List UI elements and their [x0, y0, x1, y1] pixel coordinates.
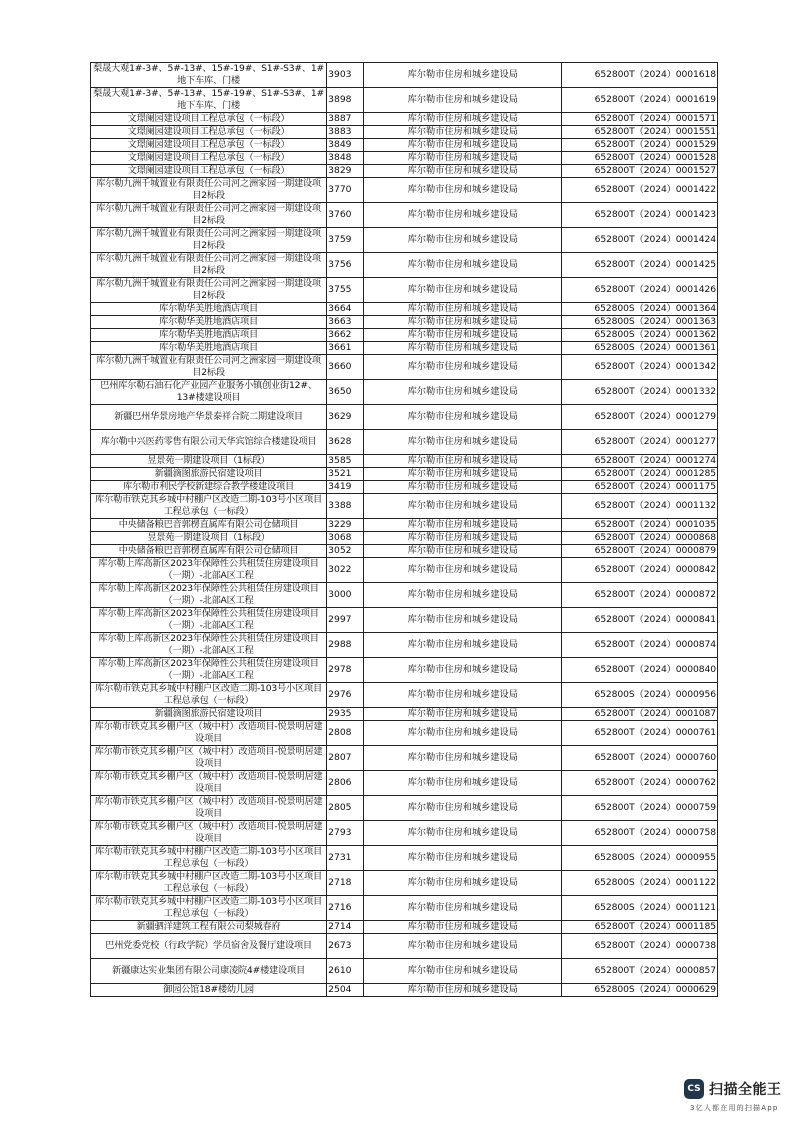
table-row: [91, 430, 718, 455]
certificate-number-cell: 652800S（2024）0001361: [562, 342, 718, 355]
project-name-cell: 新疆滴图旅游民宿建设项目: [91, 468, 327, 481]
project-name-cell: 梨晟大观1#-3#、5#-13#、15#-19#、S1#-S3#、1#地下车库、门楼: [91, 88, 327, 113]
project-name-cell: 昱景苑一期建设项目（1标段）: [91, 532, 327, 545]
certificate-number-cell: 652800T（2024）0001185: [562, 921, 718, 934]
certificate-number-cell: 652800T（2024）0000758: [562, 821, 718, 846]
issuing-authority-cell: 库尔勒市住房和城乡建设局: [364, 746, 562, 771]
certificate-number-cell: 652800T（2024）0000842: [562, 558, 718, 583]
project-name-cell: 库尔勒市铁克其乡城中村棚户区改造二期-103号小区项目工程总承包（一标段）: [91, 494, 327, 519]
table-row: [91, 278, 718, 303]
project-name-cell: 库尔勒九洲千城置业有限责任公司河之洲家园一期建设项目2标段: [91, 178, 327, 203]
issuing-authority-cell: 库尔勒市住房和城乡建设局: [364, 532, 562, 545]
table-row: [91, 532, 718, 545]
project-name-cell: 库尔勒市铁克其乡城中村棚户区改造二期-103号小区项目工程总承包（一标段）: [91, 683, 327, 708]
certificate-number-cell: 652800T（2024）0001087: [562, 708, 718, 721]
table-row: [91, 253, 718, 278]
certificate-number-cell: 652800T（2024）0000868: [562, 532, 718, 545]
table-row: [91, 921, 718, 934]
issuing-authority-cell: 库尔勒市住房和城乡建设局: [364, 316, 562, 329]
certificate-number-cell: 652800T（2024）0000760: [562, 746, 718, 771]
project-name-cell: 库尔勒市铁克其乡棚户区（城中村）改造项目-悦景明居建设项目: [91, 746, 327, 771]
table-row: [91, 178, 718, 203]
issuing-authority-cell: 库尔勒市住房和城乡建设局: [364, 821, 562, 846]
table-row: [91, 316, 718, 329]
scanner-tagline: 3亿人都在用的扫描App: [690, 1104, 779, 1112]
camscanner-logo-icon: CS: [684, 1079, 704, 1099]
serial-number-cell: 2714: [327, 921, 364, 934]
serial-number-cell: 3521: [327, 468, 364, 481]
issuing-authority-cell: 库尔勒市住房和城乡建设局: [364, 329, 562, 342]
serial-number-cell: 3849: [327, 139, 364, 152]
project-name-cell: 库尔勒华美胜地酒店项目: [91, 316, 327, 329]
certificate-number-cell: 652800T（2024）0001422: [562, 178, 718, 203]
certificate-number-cell: 652800T（2024）0001426: [562, 278, 718, 303]
table-row: [91, 708, 718, 721]
serial-number-cell: 3629: [327, 405, 364, 430]
table-row: [91, 583, 718, 608]
certificate-number-cell: 652800T（2024）0001332: [562, 380, 718, 405]
certificate-number-cell: 652800S（2024）0000629: [562, 984, 718, 997]
issuing-authority-cell: 库尔勒市住房和城乡建设局: [364, 796, 562, 821]
table-row: [91, 984, 718, 997]
certificate-number-cell: 652800T（2024）0001035: [562, 519, 718, 532]
table-row: [91, 821, 718, 846]
project-name-cell: 库尔勒九洲千城置业有限责任公司河之洲家园一期建设项目2标段: [91, 253, 327, 278]
table-row: [91, 608, 718, 633]
issuing-authority-cell: 库尔勒市住房和城乡建设局: [364, 721, 562, 746]
table-row: [91, 113, 718, 126]
project-name-cell: 新疆巴州华景房地产华景泰祥合院二期建设项目: [91, 405, 327, 430]
certificate-number-cell: 652800T（2024）0001571: [562, 113, 718, 126]
table-row: [91, 405, 718, 430]
serial-number-cell: 2808: [327, 721, 364, 746]
project-name-cell: 御园公馆18#楼幼儿园: [91, 984, 327, 997]
project-name-cell: 文璟阑园建设项目工程总承包（一标段）: [91, 152, 327, 165]
issuing-authority-cell: 库尔勒市住房和城乡建设局: [364, 771, 562, 796]
issuing-authority-cell: 库尔勒市住房和城乡建设局: [364, 519, 562, 532]
issuing-authority-cell: 库尔勒市住房和城乡建设局: [364, 303, 562, 316]
serial-number-cell: 3664: [327, 303, 364, 316]
issuing-authority-cell: 库尔勒市住房和城乡建设局: [364, 558, 562, 583]
issuing-authority-cell: 库尔勒市住房和城乡建设局: [364, 896, 562, 921]
serial-number-cell: 3022: [327, 558, 364, 583]
project-name-cell: 新疆驷洋建筑工程有限公司梨城春府: [91, 921, 327, 934]
serial-number-cell: 3229: [327, 519, 364, 532]
project-name-cell: 库尔勒市铁克其乡棚户区（城中村）改造项目-悦景明居建设项目: [91, 821, 327, 846]
issuing-authority-cell: 库尔勒市住房和城乡建设局: [364, 455, 562, 468]
issuing-authority-cell: 库尔勒市住房和城乡建设局: [364, 253, 562, 278]
certificate-number-cell: 652800T（2024）0001274: [562, 455, 718, 468]
project-name-cell: 库尔勒华美胜地酒店项目: [91, 329, 327, 342]
project-name-cell: 文璟阑园建设项目工程总承包（一标段）: [91, 139, 327, 152]
certificate-number-cell: 652800T（2024）0001132: [562, 494, 718, 519]
table-row: [91, 796, 718, 821]
table-row: [91, 771, 718, 796]
table-row: [91, 468, 718, 481]
project-name-cell: 中央储备粮巴音郭楞直属库有限公司仓储项目: [91, 519, 327, 532]
scanner-brand-name: 扫描全能王: [709, 1082, 782, 1098]
serial-number-cell: 2731: [327, 846, 364, 871]
project-name-cell: 库尔勒上库高新区2023年保障性公共租赁住房建设项目（一期）-北部A区工程: [91, 633, 327, 658]
serial-number-cell: 2988: [327, 633, 364, 658]
serial-number-cell: 3419: [327, 481, 364, 494]
project-name-cell: 文璟阑园建设项目工程总承包（一标段）: [91, 126, 327, 139]
serial-number-cell: 3898: [327, 88, 364, 113]
issuing-authority-cell: 库尔勒市住房和城乡建设局: [364, 545, 562, 558]
serial-number-cell: 3388: [327, 494, 364, 519]
serial-number-cell: 3829: [327, 165, 364, 178]
table-row: [91, 303, 718, 316]
table-row: [91, 658, 718, 683]
issuing-authority-cell: 库尔勒市住房和城乡建设局: [364, 203, 562, 228]
project-name-cell: 新疆康达实业集团有限公司康凌院4#楼建设项目: [91, 959, 327, 984]
serial-number-cell: 2716: [327, 896, 364, 921]
table-row: [91, 481, 718, 494]
certificate-number-cell: 652800T（2024）0000879: [562, 545, 718, 558]
table-row: [91, 746, 718, 771]
certificate-number-cell: 652800S（2024）0001362: [562, 329, 718, 342]
project-name-cell: 库尔勒市铁克其乡棚户区（城中村）改造项目-悦景明居建设项目: [91, 721, 327, 746]
certificate-number-cell: 652800T（2024）0000857: [562, 959, 718, 984]
issuing-authority-cell: 库尔勒市住房和城乡建设局: [364, 178, 562, 203]
issuing-authority-cell: 库尔勒市住房和城乡建设局: [364, 126, 562, 139]
issuing-authority-cell: 库尔勒市住房和城乡建设局: [364, 342, 562, 355]
certificate-number-cell: 652800T（2024）0001527: [562, 165, 718, 178]
serial-number-cell: 2718: [327, 871, 364, 896]
issuing-authority-cell: 库尔勒市住房和城乡建设局: [364, 846, 562, 871]
certificate-number-cell: 652800T（2024）0000738: [562, 934, 718, 959]
issuing-authority-cell: 库尔勒市住房和城乡建设局: [364, 228, 562, 253]
certificate-number-cell: 652800T（2024）0001175: [562, 481, 718, 494]
issuing-authority-cell: 库尔勒市住房和城乡建设局: [364, 583, 562, 608]
issuing-authority-cell: 库尔勒市住房和城乡建设局: [364, 633, 562, 658]
certificate-number-cell: 652800T（2024）0001342: [562, 355, 718, 380]
serial-number-cell: 2935: [327, 708, 364, 721]
project-name-cell: 库尔勒九洲千城置业有限责任公司河之洲家园一期建设项目2标段: [91, 278, 327, 303]
certificate-number-cell: 652800T（2024）0000872: [562, 583, 718, 608]
project-name-cell: 库尔勒市利民学校新建综合教学楼建设项目: [91, 481, 327, 494]
table-row: [91, 63, 718, 88]
certificate-number-cell: 652800T（2024）0000761: [562, 721, 718, 746]
project-name-cell: 库尔勒中兴医药零售有限公司天华宾馆综合楼建设项目: [91, 430, 327, 455]
table-row: [91, 342, 718, 355]
project-name-cell: 巴州党委党校（行政学院）学员宿舍及餐厅建设项目: [91, 934, 327, 959]
project-name-cell: 库尔勒上库高新区2023年保障性公共租赁住房建设项目（一期）-北部A区工程: [91, 658, 327, 683]
issuing-authority-cell: 库尔勒市住房和城乡建设局: [364, 494, 562, 519]
project-name-cell: 文璟阑园建设项目工程总承包（一标段）: [91, 165, 327, 178]
certificate-number-cell: 652800T（2024）0000840: [562, 658, 718, 683]
certificate-number-cell: 652800S（2024）0000955: [562, 846, 718, 871]
table-row: [91, 228, 718, 253]
serial-number-cell: 2978: [327, 658, 364, 683]
certificate-number-cell: 652800T（2024）0001424: [562, 228, 718, 253]
issuing-authority-cell: 库尔勒市住房和城乡建设局: [364, 63, 562, 88]
issuing-authority-cell: 库尔勒市住房和城乡建设局: [364, 984, 562, 997]
issuing-authority-cell: 库尔勒市住房和城乡建设局: [364, 165, 562, 178]
issuing-authority-cell: 库尔勒市住房和城乡建设局: [364, 139, 562, 152]
project-name-cell: 库尔勒市铁克其乡城中村棚户区改造二期-103号小区项目工程总承包（一标段）: [91, 871, 327, 896]
certificate-number-cell: 652800T（2024）0001277: [562, 430, 718, 455]
table-row: [91, 545, 718, 558]
serial-number-cell: 3759: [327, 228, 364, 253]
serial-number-cell: 2504: [327, 984, 364, 997]
serial-number-cell: 3903: [327, 63, 364, 88]
certificate-number-cell: 652800S（2024）0000956: [562, 683, 718, 708]
table-row: [91, 126, 718, 139]
serial-number-cell: 2673: [327, 934, 364, 959]
serial-number-cell: 2976: [327, 683, 364, 708]
issuing-authority-cell: 库尔勒市住房和城乡建设局: [364, 88, 562, 113]
table-row: [91, 959, 718, 984]
issuing-authority-cell: 库尔勒市住房和城乡建设局: [364, 608, 562, 633]
serial-number-cell: 3883: [327, 126, 364, 139]
table-row: [91, 558, 718, 583]
certificate-number-cell: 652800S（2024）0001364: [562, 303, 718, 316]
serial-number-cell: 2806: [327, 771, 364, 796]
project-name-cell: 巴州库尔勒石油石化产业园产业服务小镇创业街12#、13#楼建设项目: [91, 380, 327, 405]
table-row: [91, 934, 718, 959]
certificate-number-cell: 652800T（2024）0000841: [562, 608, 718, 633]
certificate-number-cell: 652800S（2024）0001121: [562, 896, 718, 921]
project-name-cell: 库尔勒九洲千城置业有限责任公司河之洲家园一期建设项目2标段: [91, 228, 327, 253]
project-name-cell: 库尔勒上库高新区2023年保障性公共租赁住房建设项目（一期）-北部A区工程: [91, 583, 327, 608]
issuing-authority-cell: 库尔勒市住房和城乡建设局: [364, 871, 562, 896]
project-name-cell: 梨晟大观1#-3#、5#-13#、15#-19#、S1#-S3#、1#地下车库、门楼: [91, 63, 327, 88]
serial-number-cell: 3756: [327, 253, 364, 278]
table-row: [91, 380, 718, 405]
serial-number-cell: 2610: [327, 959, 364, 984]
issuing-authority-cell: 库尔勒市住房和城乡建设局: [364, 355, 562, 380]
project-name-cell: 库尔勒上库高新区2023年保障性公共租赁住房建设项目（一期）-北部A区工程: [91, 558, 327, 583]
project-name-cell: 库尔勒九洲千城置业有限责任公司河之洲家园一期建设项目2标段: [91, 203, 327, 228]
table-row: [91, 494, 718, 519]
certificate-number-cell: 652800T（2024）0001285: [562, 468, 718, 481]
table-row: [91, 152, 718, 165]
project-name-cell: 库尔勒华美胜地酒店项目: [91, 342, 327, 355]
issuing-authority-cell: 库尔勒市住房和城乡建设局: [364, 468, 562, 481]
issuing-authority-cell: 库尔勒市住房和城乡建设局: [364, 481, 562, 494]
serial-number-cell: 3755: [327, 278, 364, 303]
project-name-cell: 库尔勒市铁克其乡城中村棚户区改造二期-103号小区项目工程总承包（一标段）: [91, 846, 327, 871]
project-name-cell: 昱景苑一期建设项目（1标段）: [91, 455, 327, 468]
certificate-number-cell: 652800T（2024）0001279: [562, 405, 718, 430]
issuing-authority-cell: 库尔勒市住房和城乡建设局: [364, 152, 562, 165]
project-name-cell: 库尔勒市铁克其乡棚户区（城中村）改造项目-悦景明居建设项目: [91, 771, 327, 796]
project-name-cell: 文璟阑园建设项目工程总承包（一标段）: [91, 113, 327, 126]
issuing-authority-cell: 库尔勒市住房和城乡建设局: [364, 683, 562, 708]
certificate-number-cell: 652800T（2024）0000762: [562, 771, 718, 796]
issuing-authority-cell: 库尔勒市住房和城乡建设局: [364, 380, 562, 405]
issuing-authority-cell: 库尔勒市住房和城乡建设局: [364, 708, 562, 721]
certificate-number-cell: 652800T（2024）0000759: [562, 796, 718, 821]
project-name-cell: 库尔勒市铁克其乡棚户区（城中村）改造项目-悦景明居建设项目: [91, 796, 327, 821]
table-row: [91, 846, 718, 871]
serial-number-cell: 3770: [327, 178, 364, 203]
registration-table: [90, 62, 718, 997]
issuing-authority-cell: 库尔勒市住房和城乡建设局: [364, 113, 562, 126]
serial-number-cell: 3887: [327, 113, 364, 126]
table-row: [91, 896, 718, 921]
issuing-authority-cell: 库尔勒市住房和城乡建设局: [364, 405, 562, 430]
certificate-number-cell: 652800T（2024）0001423: [562, 203, 718, 228]
table-row: [91, 683, 718, 708]
table-row: [91, 519, 718, 532]
table-row: [91, 88, 718, 113]
issuing-authority-cell: 库尔勒市住房和城乡建设局: [364, 959, 562, 984]
table-row: [91, 355, 718, 380]
project-name-cell: 新疆滴图旅游民宿建设项目: [91, 708, 327, 721]
certificate-number-cell: 652800T（2024）0001425: [562, 253, 718, 278]
serial-number-cell: 3661: [327, 342, 364, 355]
serial-number-cell: 3760: [327, 203, 364, 228]
project-name-cell: 库尔勒市铁克其乡城中村棚户区改造二期-103号小区项目工程总承包（一标段）: [91, 896, 327, 921]
table-row: [91, 165, 718, 178]
issuing-authority-cell: 库尔勒市住房和城乡建设局: [364, 430, 562, 455]
serial-number-cell: 2805: [327, 796, 364, 821]
serial-number-cell: 2807: [327, 746, 364, 771]
issuing-authority-cell: 库尔勒市住房和城乡建设局: [364, 934, 562, 959]
project-name-cell: 库尔勒九洲千城置业有限责任公司河之洲家园一期建设项目2标段: [91, 355, 327, 380]
table-row: [91, 871, 718, 896]
serial-number-cell: 2793: [327, 821, 364, 846]
serial-number-cell: 3068: [327, 532, 364, 545]
certificate-number-cell: 652800S（2024）0001122: [562, 871, 718, 896]
serial-number-cell: 3848: [327, 152, 364, 165]
project-name-cell: 库尔勒上库高新区2023年保障性公共租赁住房建设项目（一期）-北部A区工程: [91, 608, 327, 633]
certificate-number-cell: 652800S（2024）0001363: [562, 316, 718, 329]
table-row: [91, 139, 718, 152]
table-row: [91, 455, 718, 468]
certificate-number-cell: 652800T（2024）0001551: [562, 126, 718, 139]
scanner-watermark: [684, 1079, 782, 1099]
table-row: [91, 721, 718, 746]
certificate-number-cell: 652800T（2024）0001618: [562, 63, 718, 88]
serial-number-cell: 2997: [327, 608, 364, 633]
serial-number-cell: 3660: [327, 355, 364, 380]
certificate-number-cell: 652800T（2024）0000874: [562, 633, 718, 658]
certificate-number-cell: 652800T（2024）0001529: [562, 139, 718, 152]
serial-number-cell: 3052: [327, 545, 364, 558]
certificate-number-cell: 652800T（2024）0001619: [562, 88, 718, 113]
issuing-authority-cell: 库尔勒市住房和城乡建设局: [364, 658, 562, 683]
serial-number-cell: 3585: [327, 455, 364, 468]
serial-number-cell: 3650: [327, 380, 364, 405]
project-name-cell: 库尔勒华美胜地酒店项目: [91, 303, 327, 316]
issuing-authority-cell: 库尔勒市住房和城乡建设局: [364, 278, 562, 303]
table-row: [91, 633, 718, 658]
project-name-cell: 中央储备粮巴音郭楞直属库有限公司仓储项目: [91, 545, 327, 558]
certificate-number-cell: 652800T（2024）0001528: [562, 152, 718, 165]
serial-number-cell: 3662: [327, 329, 364, 342]
issuing-authority-cell: 库尔勒市住房和城乡建设局: [364, 921, 562, 934]
table-row: [91, 203, 718, 228]
serial-number-cell: 3663: [327, 316, 364, 329]
table-row: [91, 329, 718, 342]
serial-number-cell: 3000: [327, 583, 364, 608]
serial-number-cell: 3628: [327, 430, 364, 455]
